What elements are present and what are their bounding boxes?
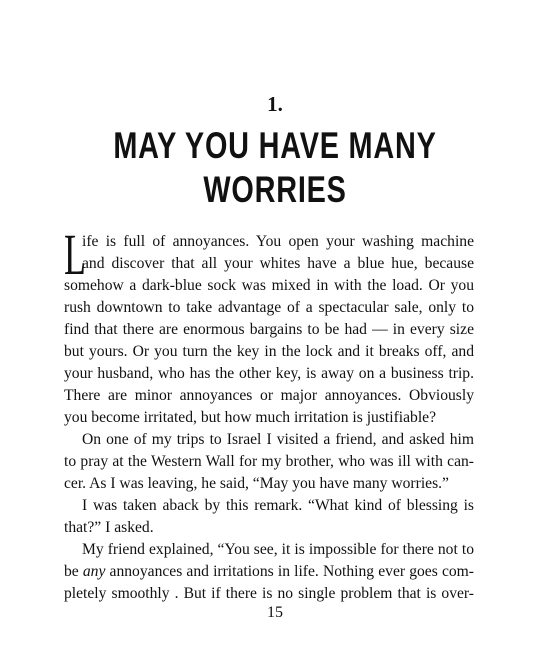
paragraph-4 <box>64 539 474 605</box>
text-line: that?” I asked. <box>64 519 154 536</box>
paragraph-3 <box>64 495 474 539</box>
text-line: pletely smoothly . But if there is no single problem that is over- <box>64 585 474 602</box>
paragraph-2 <box>64 429 474 495</box>
drop-cap: L <box>64 222 86 287</box>
text-line: somehow a dark-blue sock was mixed in with the load. Or you <box>64 277 474 294</box>
text-line: On one of my trips to Israel I visited a friend, and asked him <box>82 431 474 448</box>
emphasized-word: any <box>82 563 106 580</box>
text-line: My friend explained, “You see, it is impossible for there not to <box>82 541 474 558</box>
text-line: rush downtown to take advantage of a spectacular sale, only to <box>64 299 474 316</box>
text-line: I was taken aback by this remark. “What kind of blessing is <box>82 497 474 514</box>
text-line: but yours. Or you turn the key in the lock and it breaks off, and <box>64 343 474 360</box>
chapter-title: MAY YOU HAVE MANY WORRIES <box>113 125 437 210</box>
text-line: to pray at the Western Wall for my brother, who was ill with can- <box>64 453 474 470</box>
text-line: find that there are enormous bargains to be had — in every size <box>64 321 474 338</box>
text-segment: be <box>64 563 83 580</box>
text-line <box>64 561 474 583</box>
page-number: 15 <box>267 604 283 621</box>
text-line: you become irritated, but how much irritation is justifiable? <box>64 409 436 426</box>
text-line: and discover that all your whites have a blue hue, because <box>82 255 474 272</box>
chapter-number: 1. <box>267 92 283 116</box>
text-line: cer. As I was leaving, he said, “May you have many worries.” <box>64 475 449 492</box>
paragraph-1 <box>64 222 474 429</box>
text-line: your husband, who has the other key, is away on a business trip. <box>64 365 474 382</box>
text-line: There are minor annoyances or major annoyances. Obviously <box>64 387 474 404</box>
text-line: ife is full of annoyances. You open your washing machine <box>82 233 474 250</box>
body-text <box>64 222 474 605</box>
text-segment: annoyances and irritations in life. Nothing ever goes com- <box>105 563 474 580</box>
